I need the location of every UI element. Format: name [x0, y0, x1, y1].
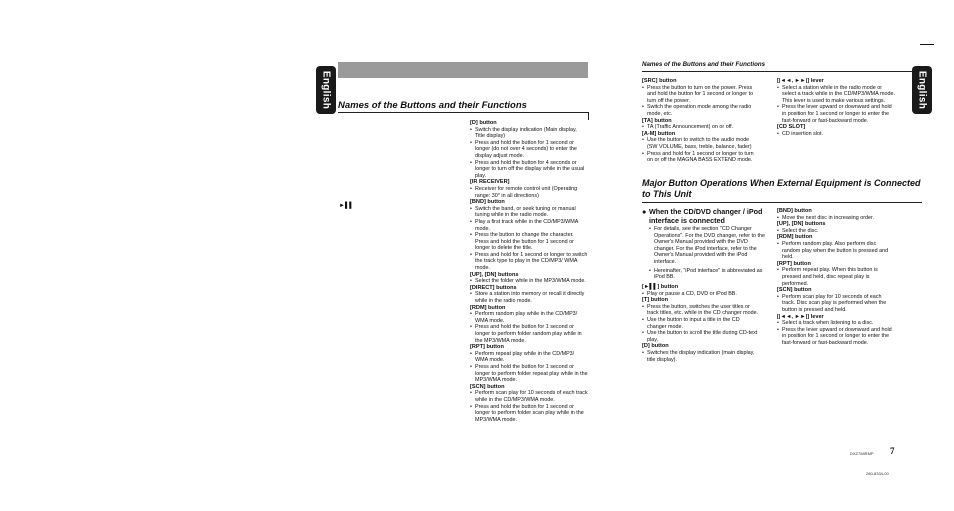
- section-items: [777, 320, 895, 346]
- button-section: [470, 272, 588, 285]
- list-item: • Use the button to switch to the audio mode (SW VOLUME, bass, treble, balance, fader): [642, 137, 760, 150]
- list-item: • Press the lever upward or downward and hold in position for 1 second or longer to enter the fast-forward or fast-backward mode.: [777, 104, 895, 124]
- bullet-icon: ●: [642, 207, 647, 216]
- right-bottom-left-list: [642, 284, 760, 363]
- list-item: • Select the disc.: [777, 228, 895, 235]
- list-item: • Move the next disc in increasing order.: [777, 215, 895, 222]
- section-heading: [SCN] button: [777, 287, 812, 294]
- section-heading: [D] button: [470, 120, 497, 126]
- list-item: • TA (Traffic Announcement) on or off.: [642, 124, 760, 131]
- button-section: [777, 261, 895, 287]
- section-items: [470, 390, 588, 423]
- section-items: [777, 228, 895, 235]
- button-section: [470, 285, 588, 305]
- section-heading: [UP], [DN] buttons: [777, 221, 826, 228]
- list-item: • Press and hold the button for 1 second or longer to perform folder repeat play while in the MP3/WMA mode.: [470, 364, 588, 384]
- section-items: [470, 127, 588, 180]
- list-item: • Press and hold for 1 second or longer to turn on or off the MAGNA BASS EXTEND mode.: [642, 151, 760, 164]
- major-operations-title: Major Button Operations When External Equipment is Connected to This Unit: [642, 178, 921, 199]
- section-items: [777, 241, 895, 261]
- list-item: • Use the button to input a title in the CD changer mode.: [642, 317, 760, 330]
- section-items: [470, 186, 588, 199]
- right-top-right-list: [777, 78, 895, 137]
- button-section: [470, 120, 588, 179]
- button-section: [470, 305, 588, 345]
- model-code: DXZ758RMP: [850, 451, 874, 456]
- title-underline: [338, 112, 588, 113]
- list-item: • Perform scan play for 10 seconds of each track while in the CD/MP3/WMA mode.: [470, 390, 588, 403]
- section-heading: [A-M] button: [642, 130, 676, 137]
- list-item: • Press and hold the button for 1 second or longer to perform folder scan play while in the MP3/WMA mode.: [470, 404, 588, 424]
- section-items: [642, 85, 760, 118]
- language-tab-label: English: [320, 70, 332, 110]
- major-title-rule: [642, 202, 922, 203]
- button-section: [470, 199, 588, 272]
- list-item: • Receiver for remote control unit (Operating range: 30° in all directions): [470, 186, 588, 199]
- button-section: [777, 221, 895, 234]
- right-bottom-right-list: [777, 208, 895, 346]
- page-number: 7: [890, 446, 895, 456]
- button-section: [642, 284, 760, 297]
- corner-mark: [920, 44, 934, 45]
- button-section: [642, 118, 760, 131]
- button-section: [777, 287, 895, 313]
- gray-header-bar: [338, 62, 588, 78]
- section-heading: [RPT] button: [777, 260, 811, 267]
- section-heading: [CD SLOT]: [777, 124, 806, 131]
- section-items: [777, 215, 895, 222]
- section-heading: [IR RECEIVER]: [470, 179, 510, 186]
- section-heading: [DIRECT] buttons: [470, 284, 517, 291]
- section-items: [470, 206, 588, 272]
- section-items: [642, 137, 760, 163]
- play-pause-icon: ►▌▌: [339, 203, 354, 209]
- section-items: [642, 304, 760, 344]
- section-items: [642, 350, 760, 363]
- note-item: • Hereinafter, "iPod interface" is abbreviated as iPod BB.: [649, 268, 766, 281]
- section-heading: [|◄◄, ►►|] lever: [777, 78, 824, 84]
- page-title: Names of the Buttons and their Functions: [338, 100, 527, 111]
- list-item: • Switch the band, or seek tuning or manual tuning while in the radio mode.: [470, 206, 588, 219]
- list-item: • Switch the display indication (Main display, Title display): [470, 127, 588, 140]
- button-section: [470, 384, 588, 424]
- section-heading: [BND] button: [470, 199, 505, 206]
- note-item: • For details, see the section "CD Changer Operations". For the DVD changer, refer to the Owner's Manual provided with the DVD changer. For the iPod interface, refer to the Owner's Manual provided with the iPod interface.: [649, 226, 766, 266]
- section-heading: [RDM] button: [470, 304, 506, 311]
- list-item: • Press the button to change the character. Press and hold the button for 1 second or longer to delete the title.: [470, 232, 588, 252]
- list-item: • Store a station into memory or recall it directly while in the radio mode.: [470, 291, 588, 304]
- note-items: [649, 226, 766, 281]
- button-section: [642, 78, 760, 118]
- list-item: • Press and hold the button for 1 second or longer (do not over 4 seconds) to enter the display adjust mode.: [470, 140, 588, 160]
- section-heading: [TA] button: [642, 117, 672, 124]
- section-heading: [SCN] button: [470, 383, 505, 390]
- section-items: [777, 267, 895, 287]
- title-underline-tick: [588, 112, 589, 120]
- language-tab-left: [316, 66, 336, 114]
- interface-subsection: [642, 208, 766, 283]
- button-section: [777, 234, 895, 260]
- section-heading: [RPT] button: [470, 344, 504, 351]
- section-items: [642, 124, 760, 131]
- button-section: [470, 179, 588, 199]
- section-heading: [|◄◄, ►►|] lever: [777, 313, 824, 320]
- list-item: • Select the folder while in the MP3/WMA mode.: [470, 278, 588, 285]
- list-item: • Play or pause a CD, DVD or iPod BB.: [642, 291, 760, 298]
- notes-list: [642, 226, 766, 281]
- subsection-heading: When the CD/DVD changer / iPod interface is connected: [649, 207, 763, 225]
- button-section: [642, 131, 760, 164]
- running-header-rule: [642, 71, 922, 72]
- left-button-list: [470, 120, 588, 423]
- list-item: • Switches the display indication (main display, title display).: [642, 350, 760, 363]
- list-item: • Perform random play while in the CD/MP3/ WMA mode.: [470, 311, 588, 324]
- list-item: • Press the button, switches the user titles or track titles, etc. while in the CD changer mode.: [642, 304, 760, 317]
- list-item: • Press and hold the button for 4 seconds or longer to turn off the display while in the usual play.: [470, 160, 588, 180]
- section-heading: [SRC] button: [642, 78, 677, 84]
- button-section: [642, 343, 760, 363]
- language-tab-label: English: [916, 70, 928, 110]
- button-section: [777, 208, 895, 221]
- section-items: [777, 294, 895, 314]
- button-section: [777, 314, 895, 347]
- right-top-left-list: [642, 78, 760, 164]
- section-items: [470, 311, 588, 344]
- list-item: • Perform repeat play. When this button is pressed and held, disc repeat play is performed.: [777, 267, 895, 287]
- list-item: • Perform repeat play while in the CD/MP3/ WMA mode.: [470, 351, 588, 364]
- language-tab-right: [912, 66, 932, 114]
- list-item: • CD insertion slot.: [777, 131, 895, 138]
- list-item: • Press the lever upward or downward and hold in position for 1 second or longer to enter the fast-forward or fast-backward mode.: [777, 327, 895, 347]
- list-item: • Switch the operation mode among the radio mode, etc.: [642, 104, 760, 117]
- section-items: [642, 291, 760, 298]
- section-heading: [UP], [DN] buttons: [470, 271, 519, 278]
- section-heading: [BND] button: [777, 208, 812, 214]
- list-item: • Select a track when listening to a disc.: [777, 320, 895, 327]
- section-heading: [►▌▌] button: [642, 284, 679, 290]
- button-section: [777, 124, 895, 137]
- section-heading: [T] button: [642, 297, 669, 304]
- list-item: • Press and hold the button for 1 second or longer to perform folder random play while in the MP3/WMA mode.: [470, 324, 588, 344]
- list-item: • Perform random play. Also perform disc random play when the button is pressed and held.: [777, 241, 895, 261]
- footer-code: 280-8334-00: [866, 471, 889, 476]
- section-items: [777, 85, 895, 125]
- list-item: • Select a station while in the radio mode or select a track while in the CD/MP3/WMA mode. This lever is used to make various settings.: [777, 85, 895, 105]
- running-header: Names of the Buttons and their Functions: [642, 61, 766, 68]
- list-item: • Perform scan play for 10 seconds of each track. Disc scan play is performed when the button is pressed and held.: [777, 294, 895, 314]
- button-section: [470, 344, 588, 384]
- list-item: • Use the button to scroll the title during CD-text play.: [642, 330, 760, 343]
- section-items: [470, 351, 588, 384]
- section-heading: [RDM] button: [777, 234, 813, 241]
- section-items: [470, 278, 588, 285]
- section-items: [470, 291, 588, 304]
- list-item: • Press and hold for 1 second or longer to switch the track type to play in the CD/MP3/ WMA mode.: [470, 252, 588, 272]
- section-items: [777, 131, 895, 138]
- section-heading: [D] button: [642, 343, 669, 350]
- button-section: [777, 78, 895, 124]
- list-item: • Press the button to turn on the power. Press and hold the button for 1 second or longer to turn off the power.: [642, 85, 760, 105]
- list-item: • Play a first track while in the CD/MP3/WMA mode.: [470, 219, 588, 232]
- button-section: [642, 297, 760, 343]
